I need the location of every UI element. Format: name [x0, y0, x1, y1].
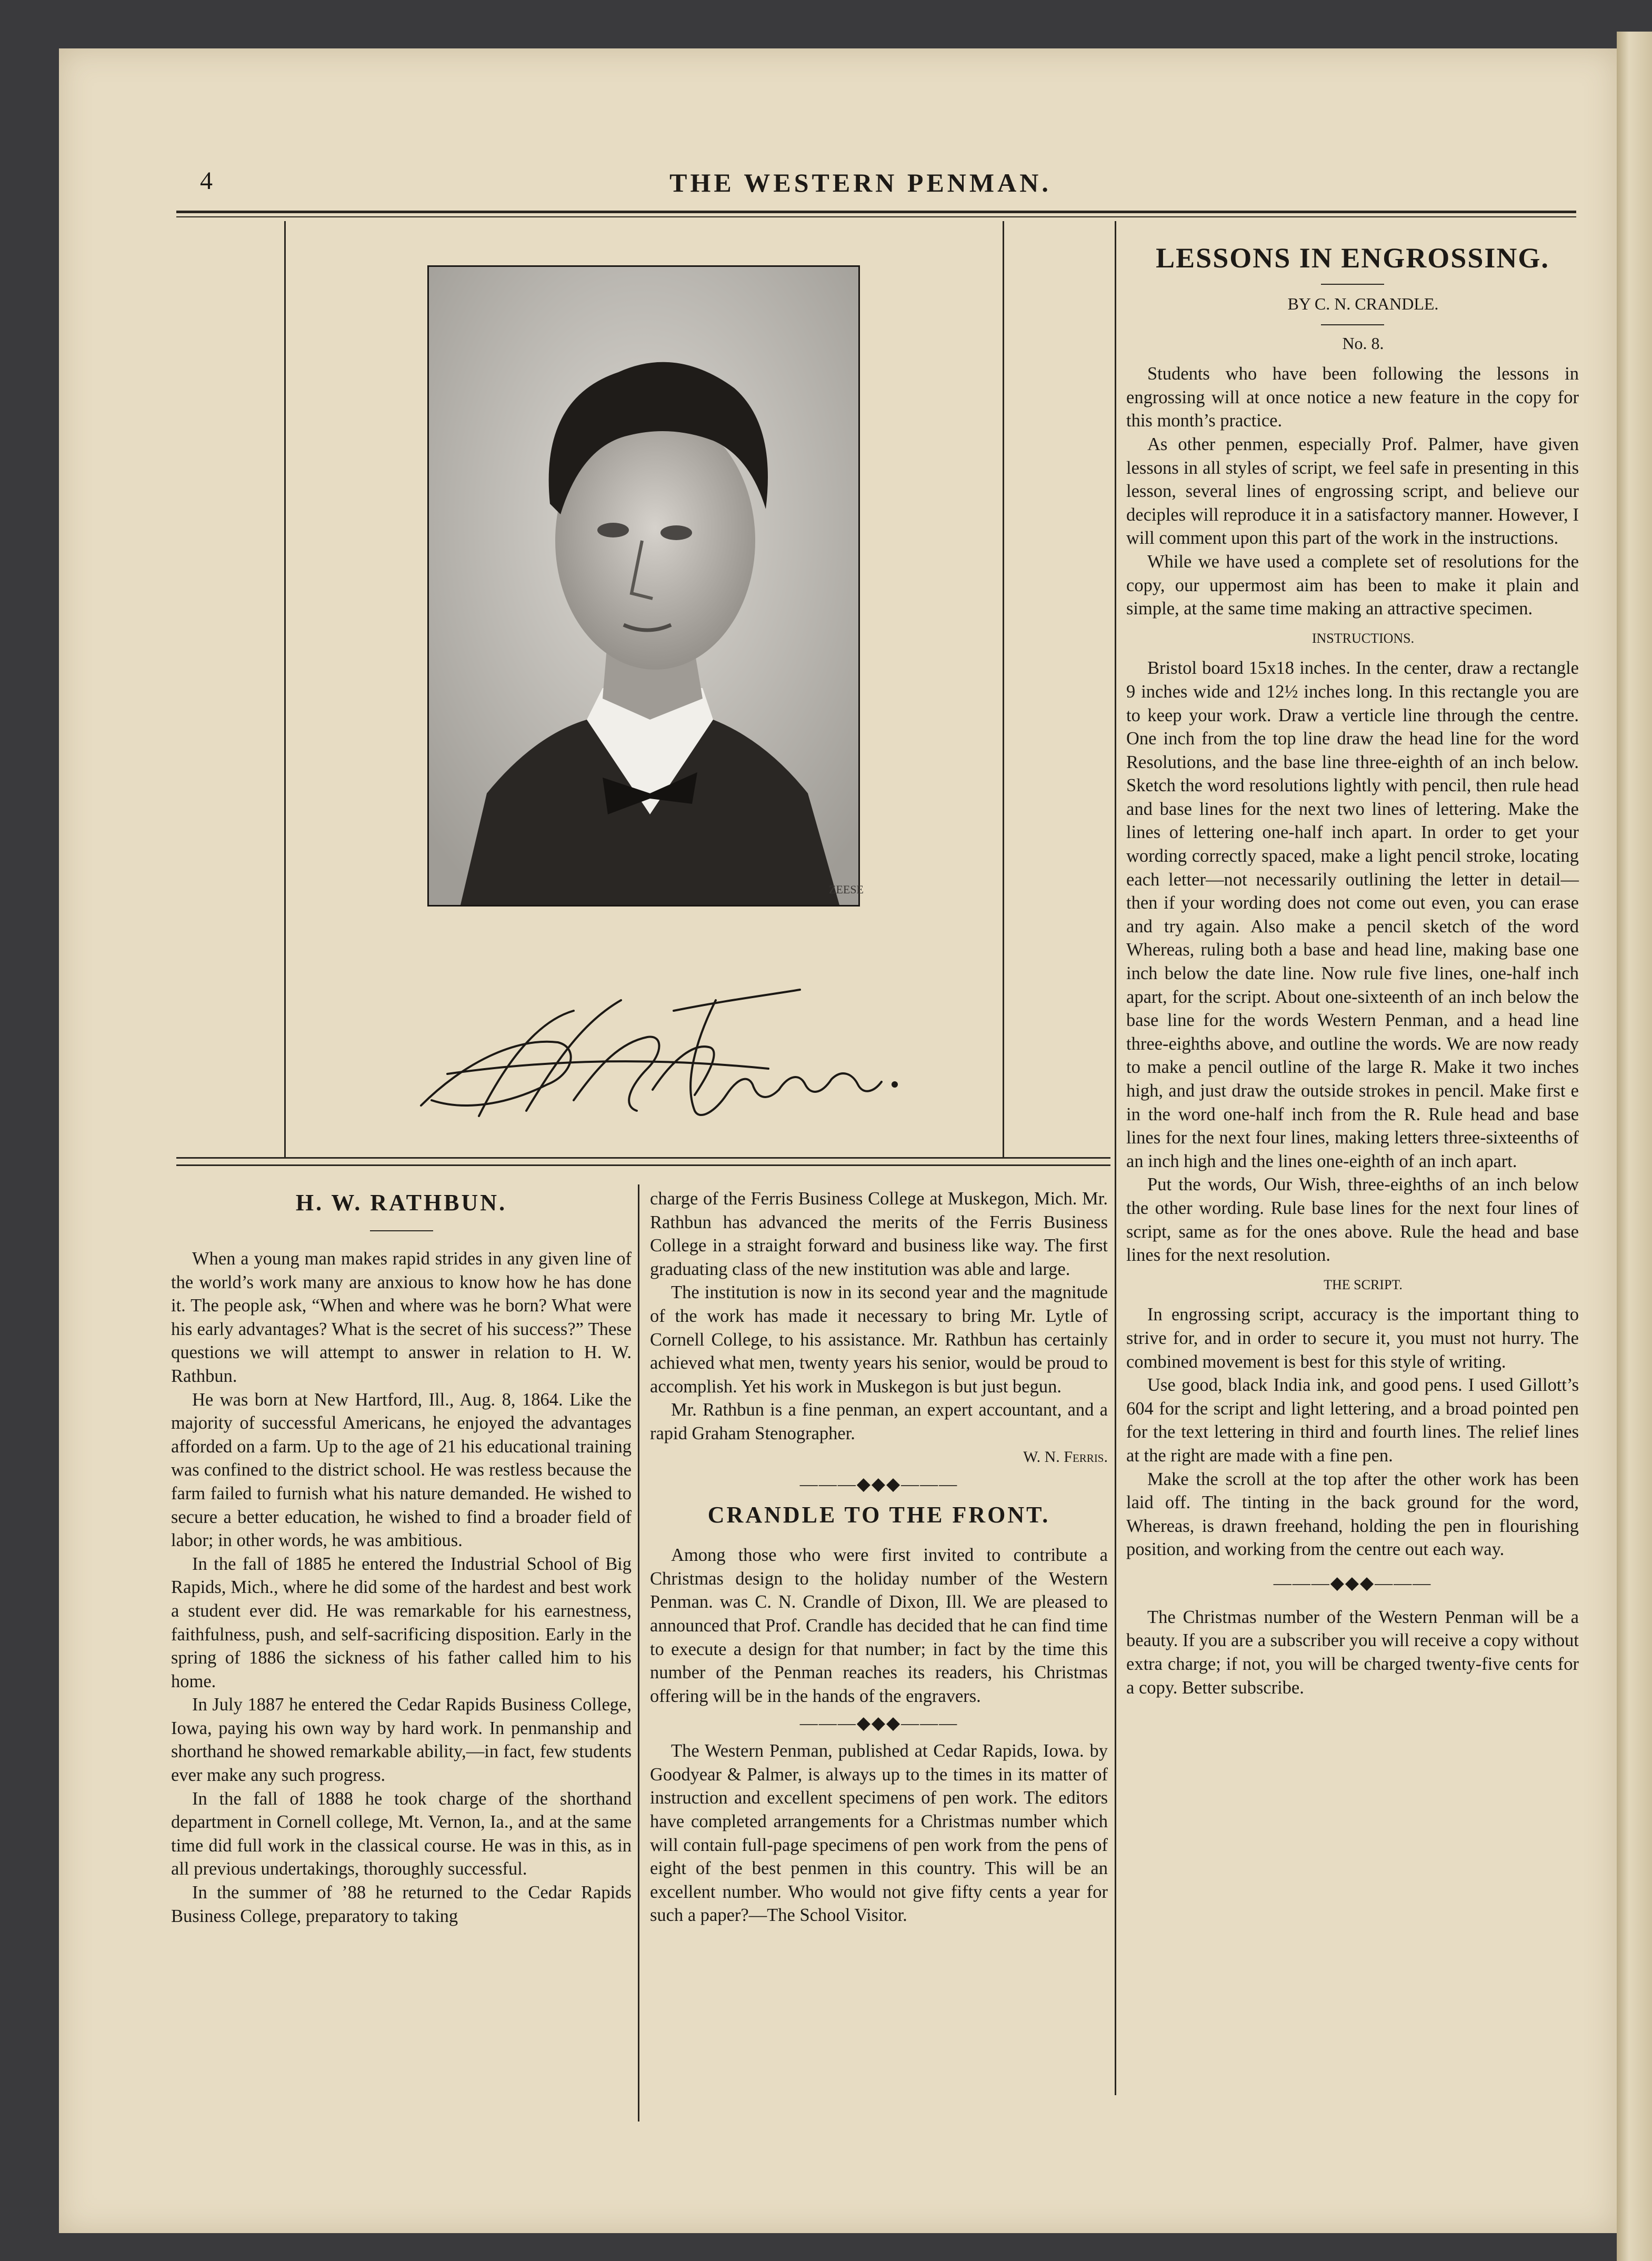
lessons-intro: As other penmen, especially Prof. Palmer, have given lessons in all styles of script, we feel safe in presenting in this lesson, several lines of engrossing script, and believe our deciples will reproduce it in a satisfactory manner. However, I will comment upon this part of the work in the instructions. [1126, 434, 1579, 549]
crandle-title: CRANDLE TO THE FRONT. [707, 1502, 1050, 1528]
editorial-paragraph: The Western Penman, published at Cedar Rapids, Iowa. by Goodyear & Palmer, is always up to the times in its matter of instruction and excellent specimens of pen work. The editors have completed arrangements for a Christmas number which will contain full-page specimens of pen work from the pens of eight of the best penmen in this country. This will be an excellent number. Who would not give fifty cents a year for such a paper?—The School Visitor. [650, 1741, 1108, 1926]
instructions-paragraph: Put the words, Our Wish, three-eighths of an inch below the other wording. Rule base lines for the next four lines of script, same as for the ones above. Rule the head and base lines for the next resolution. [1126, 1174, 1579, 1266]
column-rathbun [171, 1187, 632, 1928]
running-head [142, 120, 1579, 197]
script-paragraph: Use good, black India ink, and good pens. I used Gillott’s 604 for the script and light lettering, and a broad pointed pen for the text lettering in third and fourth lines. The relief lines at the right are made with a fine pen. [1126, 1375, 1579, 1466]
column-lessons [1126, 240, 1579, 1699]
signature-h-w-rathbun [400, 979, 916, 1137]
portrait-frame-bottom [176, 1157, 1110, 1159]
lessons-byline: BY C. N. CRANDLE. [1287, 294, 1439, 313]
engraver-mark: ZEESE [829, 883, 864, 896]
byline-rule [1321, 324, 1384, 325]
ornament-divider: ———◆◆◆——— [799, 1475, 958, 1495]
page-number: 4 [200, 167, 213, 195]
header-double-rule [176, 211, 1576, 217]
lessons-number: No. 8. [1342, 333, 1384, 353]
portrait-illustration [429, 267, 864, 905]
script-paragraph: Make the scroll at the top after the other work has been laid off. The tinting in the back ground for the word, Whereas, is drawn freehand, holding the pen in flourishing position, and working from the centre out each way. [1126, 1469, 1579, 1560]
rathbun-continuation: charge of the Ferris Business College at Muskegon, Mich. Mr. Rathbun has advanced the merits of the Ferris Business College in a straight forward and business like way. The first graduating class of the new institution was able and large. [650, 1189, 1108, 1279]
title-rule [1321, 284, 1384, 285]
portrait-frame-bottom-2 [176, 1164, 1110, 1166]
rathbun-continuation: The institution is now in its second year and the magnitude of the work has made it necessary to bring Mr. Lytle of Cornell College, to his assistance. Mr. Rathbun has certainly achieved what men, twenty years his senior, would be proud to accomplish. Yet his work in Muskegon is but just begun. [650, 1282, 1108, 1397]
script-paragraph: In engrossing script, accuracy is the important thing to strive for, and in order to secure it, you must not hurry. The combined movement is best for this style of writing. [1126, 1304, 1579, 1372]
christmas-note: The Christmas number of the Western Penman will be a beauty. If you are a subscriber you will receive a copy without extra charge; if not, you will be charged twenty-five cents for a copy. Better subscribe. [1126, 1607, 1579, 1698]
portrait-engraving [427, 265, 864, 907]
rathbun-paragraph: In the fall of 1885 he entered the Industrial School of Big Rapids, Mich., where he did some of the hardest and best work a student ever did. He was remarkable for his earnestness, faithfulness, push, and self-sacrificing disposition. Early in the spring of 1886 the sickness of his father called him to his home. [171, 1553, 632, 1691]
rathbun-paragraph: In the summer of ’88 he returned to the Cedar Rapids Business College, preparatory to taking [171, 1882, 632, 1926]
ornament-divider: ———◆◆◆——— [799, 1714, 958, 1734]
rathbun-continuation: Mr. Rathbun is a fine penman, an expert accountant, and a rapid Graham Stenographer. [650, 1400, 1108, 1443]
lessons-intro: While we have used a complete set of resolutions for the copy, our uppermost aim has been to make it plain and simple, at the same time making an attractive specimen. [1126, 551, 1579, 619]
column-rule-right [1115, 221, 1116, 2095]
title-rule [370, 1230, 433, 1231]
column-rule-center [638, 1184, 639, 2121]
rathbun-paragraph: In the fall of 1888 he took charge of the shorthand department in Cornell college, Mt. Vernon, Ia., and at the same time did full work in the classical course. He was in this, as in all previous undertakings, thoroughly successful. [171, 1788, 632, 1879]
portrait-frame-left [284, 221, 286, 1158]
rathbun-paragraph: He was born at New Hartford, Ill., Aug. 8, 1864. Like the majority of successful Americans, he enjoyed the advantages afforded on a farm. Up to the age of 21 his educational training was confined to the district school. He was restless because the farm failed to furnish what his nature demanded. He wished to secure a better education, he wished to find a broader field of labor; in other words, he was ambitious. [171, 1389, 632, 1551]
rathbun-paragraph: When a young man makes rapid strides in any given line of the world’s work many are anxious to know how he has done it. The people ask, “When and where was he born? What were his early advantages? What is the secret of his success?” These questions we will attempt to answer in relation to H. W. Rathbun. [171, 1249, 632, 1386]
lessons-title: LESSONS IN ENGROSSING. [1156, 242, 1549, 274]
rathbun-paragraph: In July 1887 he entered the Cedar Rapids Business College, Iowa, paying his own way by hard work. In penmanship and shorthand he showed remarkable ability,—in fact, few students ever make any such progress. [171, 1695, 632, 1786]
script-heading: THE SCRIPT. [1324, 1277, 1403, 1292]
portrait-frame-right [1003, 221, 1004, 1158]
instructions-paragraph: Bristol board 15x18 inches. In the center, draw a rectangle 9 inches wide and 12½ inches long. In this rectangle you are to keep your work. Draw a verticle line through the centre. One inch from the top line draw the head line for the word Resolutions, and the base line three-eighth of an inch below. Sketch the word resolutions lightly with pencil, then rule head and base lines for the next two lines of lettering. Make the lines of lettering one-half inch apart. In order to get your wording correctly spaced, make a light pencil stroke, locating each letter—not necessarily outlining the letter in detail—then if your wording does not come out even, you can erase and try again. Also make a pencil sketch of the word Whereas, ruling both a base and head line, making base one inch below the date line. Now rule five lines, one-half inch apart, for the script. About one-sixteenth of an inch below the base line for the words Western Penman, and a head line three-eighths above, and outline the words. We are now ready to make a pencil outline of the large R. Make it two inches high, and just draw the outside strokes in pencil. Make first e in the word one-half inch from the R. Rule head and base lines for the next four lines, making letters three-sixteenths of an inch high and the lines one-eighth of an inch apart. [1126, 658, 1579, 1171]
crandle-paragraph: Among those who were first invited to contribute a Christmas design to the holiday number of the Western Penman. was C. N. Crandle of Dixon, Ill. We are pleased to announced that Prof. Crandle has decided that he can find time to execute a design for that number; in fact by the time this number of the Penman reaches its readers, his Christmas offering will be in the hands of the engravers. [650, 1545, 1108, 1706]
page-edge [1617, 32, 1652, 2261]
rathbun-title: H. W. RATHBUN. [295, 1190, 507, 1216]
instructions-heading: INSTRUCTIONS. [1311, 630, 1415, 646]
lessons-intro: Students who have been following the lessons in engrossing will at once notice a new feature in the copy for this month’s practice. [1126, 364, 1579, 431]
ornament-divider: ———◆◆◆——— [1273, 1573, 1432, 1593]
masthead: THE WESTERN PENMAN. [669, 168, 1052, 197]
rathbun-signed: W. N. Ferris. [1023, 1448, 1108, 1466]
column-middle [650, 1187, 1108, 1927]
